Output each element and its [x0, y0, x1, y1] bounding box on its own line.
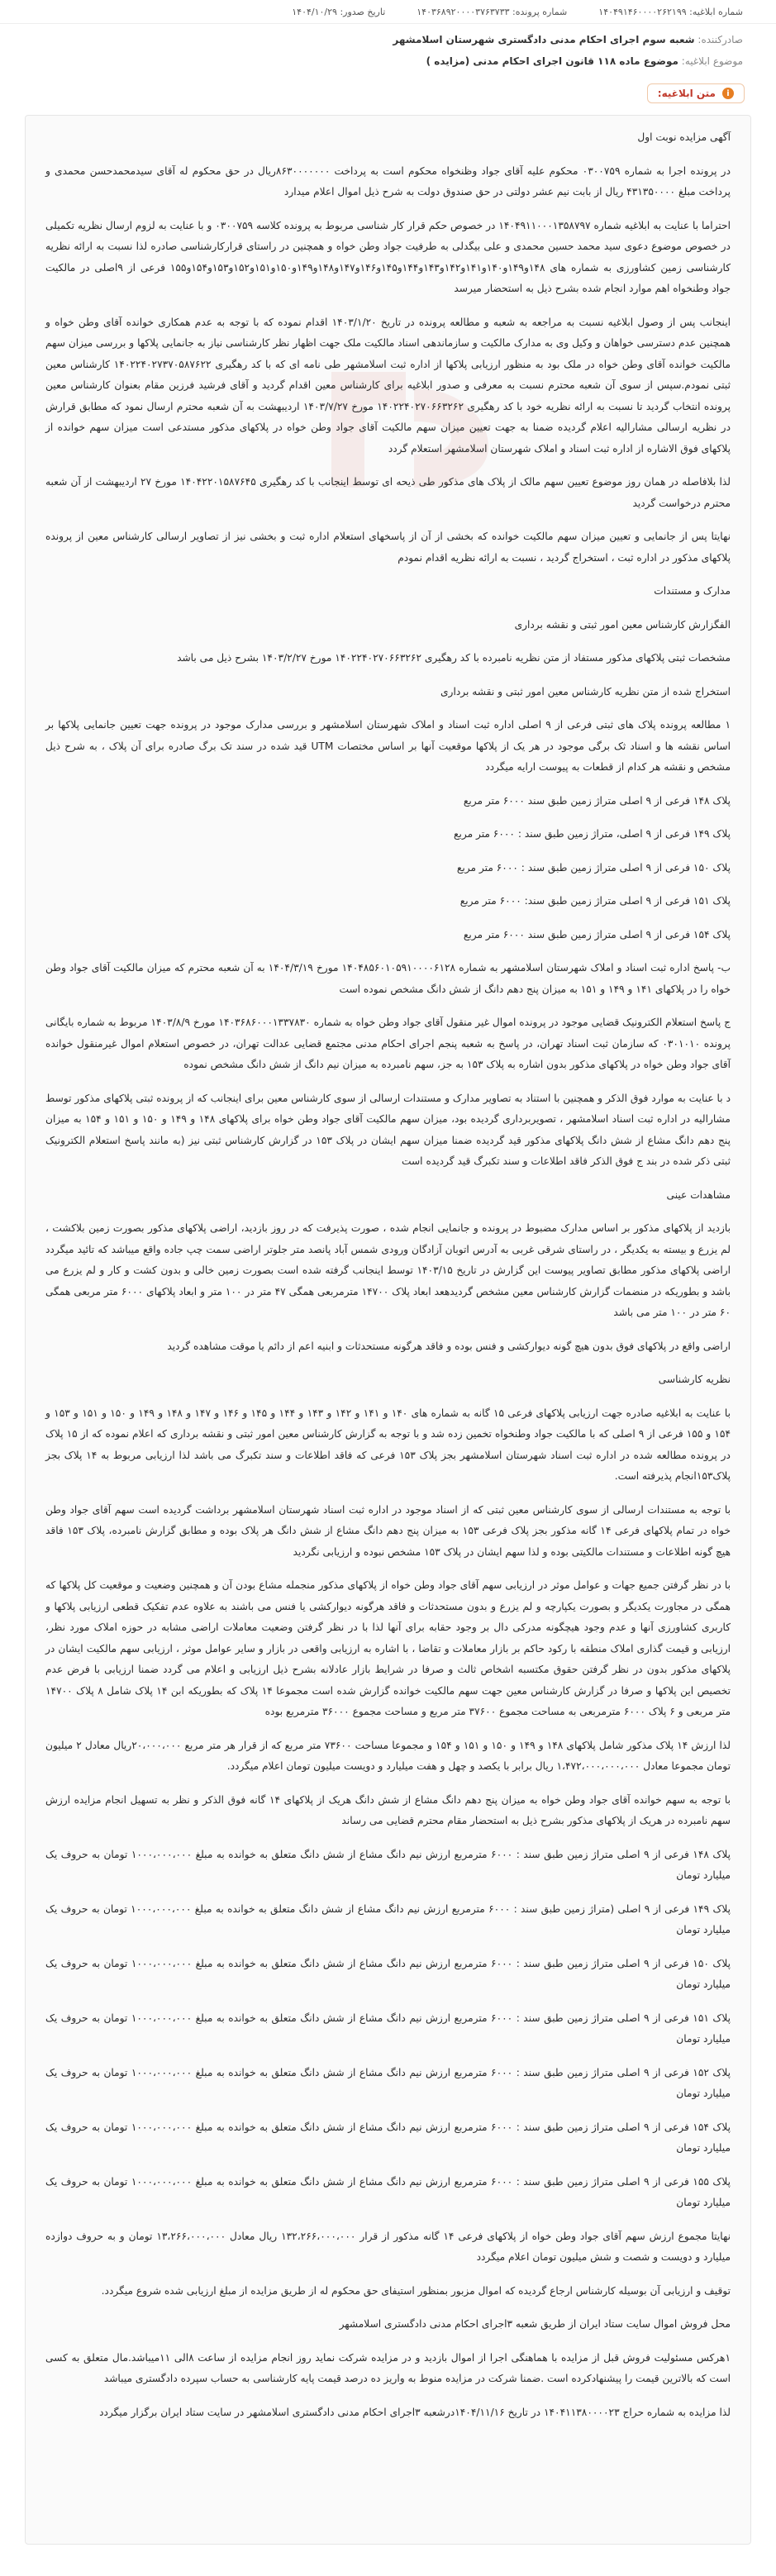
- body-paragraph: اینجانب پس از وصول ابلاغیه نسبت به مراجعه به شعبه و مطالعه پرونده در تاریخ ۱۴۰۳/۱/۲۰ اقدام نموده که با توجه به عدم همکاری خوانده آقای وطن خواه و همچنین عدم دسترسی خواهان و وکیل وی به مدارک مالکیت و سازماندهی اسناد مالکیت ملک جهت اظهار نظر کارشناسی نیاز به جانمایی پلاکها و بررسی میزان سهم مالکیت خوانده آقای وطن خواه در ملک بود به منظور ارزیابی پلاکها از اداره ثبت اسلامشهر طی نامه ای که با کد رهگیری ۱۴۰۲۲۴۰۲۷۳۷۰۵۸۷۶۲۲ کارشناس معین ثبتی نمودم.سپس از سوی آن شعبه محترم نسبت به معرفی و صدور ابلاغیه برای کارشناس معین اقدام گردید و آقای فرشید فرزین مقام بعنوان کارشناس معین پرونده انتخاب گردید تا نسبت به ارائه نظریه خود با کد رهگیری ۱۴۰۲۲۴۰۲۷۰۶۶۳۲۶۲ مورخ ۱۴۰۳/۷/۲۷ اردیبهشت به آن شعبه محترم ارسال نمود که مطابق قرارش در نظریه ارسالی مشارالیه اعلام گردیده ضمنا به جهت تعیین میزان سهم مالکیت آقای جواد وطن خواه در پلاکهای مذکور مستدعی است میزان سهم خوانده از پلاکهای فوق الاشاره از اداره ثبت اسناد و املاک شهرستان اسلامشهر استعلام گردد: [45, 316, 731, 455]
- subject-label: موضوع ابلاغیه:: [681, 55, 743, 67]
- issuer-row: [33, 29, 743, 50]
- body-paragraph: ۱هرکس مسئولیت فروش قبل از مزایده با هماهنگی اجرا از اموال بازدید و در مزایده شرکت نماید روز انجام مزایده از ساعت ۸الی ۱۱میباشد.مال متعلق به کسی است که بالاترین قیمت را پیشنهادکرده است .ضمنا شرکت در مزایده منوط به واریز ده درصد قیمت پایه کارشناسی به حساب سپرده دادگستری میباشد: [45, 2351, 731, 2384]
- body-paragraph: پلاک ۱۵۴ فرعی از ۹ اصلی متراژ زمین طبق سند ۶۰۰۰ متر مربع: [463, 928, 731, 940]
- issuer-value: شعبه سوم اجرای احکام مدنی دادگستری شهرستان اسلامشهر: [393, 34, 695, 45]
- body-paragraph: پلاک ۱۴۹ فرعی از ۹ اصلی (متراژ زمین طبق سند : ۶۰۰۰ مترمربع ارزش نیم دانگ مشاع از شش دانگ متعلق به خوانده به مبلغ ۱۰۰۰،۰۰۰،۰۰۰ تومان به حروف یک میلیارد تومان: [45, 1902, 731, 1936]
- body-paragraph: احتراما با عنایت به ابلاغیه شماره ۱۴۰۴۹۱۱۰۰۰۱۳۵۸۷۹۷ در خصوص حکم قرار کار شناسی مربوط به پرونده کلاسه ۰۳۰۰۷۵۹ و با عنایت به لزوم ارسال نظریه تکمیلی در خصوص موضوع دعوی سید محمد حسین محمدی و علی بیگدلی به طرفیت جواد وطن خواه و همچنین در راستای قرارکارشناسی صادره لذا نسبت به ارائه نظریه کارشناسی زمین کشاورزی به شماره های ۱۴۸و۱۴۹و۱۴۰و۱۴۱و۱۴۲و۱۴۳و۱۴۴و۱۴۵و۱۴۶و۱۴۷و۱۴۸و۱۴۹و۱۵۰و۱۵۱و۱۵۲و۱۵۳و۱۵۴و۱۵۵ فرعی از ۹اصلی در مالکیت جواد وطنخواه اهم موارد انجام شده بشرح ذیل به استحضار میرسد: [45, 219, 731, 294]
- announcement-number: [598, 7, 743, 17]
- issuer-label: صادرکننده:: [697, 34, 743, 45]
- announcement-number-label: شماره ابلاغیه:: [689, 6, 743, 17]
- body-paragraph: نهایتا مجموع ارزش سهم آقای جواد وطن خواه از پلاکهای فرعی ۱۴ گانه مذکور از قرار ۱۳۲،۲۶۶،۰۰۰،۰۰۰ ریال معادل ۱۳،۲۶۶،۰۰۰،۰۰۰ تومان و به حروف دوازده میلیارد و دویست و شصت و شش میلیون تومان اعلام میگردد: [45, 2230, 731, 2263]
- body-paragraph: پلاک ۱۵۱ فرعی از ۹ اصلی متراژ زمین طبق سند: ۶۰۰۰ متر مربع: [459, 895, 731, 907]
- paragraph-list: [45, 127, 731, 2423]
- body-paragraph: با توجه به سهم خوانده آقای جواد وطن خواه به میزان پنج دهم دانگ مشاع از شش دانگ هریک از پلاکهای ۱۴ گانه فوق الذکر و نظر به تسهیل انجام مزایده ارزش سهم نامبرده در هریک از پلاکهای مذکور بشرح ذیل به استحضار مقام محترم قضایی می رساند: [45, 1793, 731, 1826]
- body-paragraph: الفگزارش کارشناس معین امور ثبتی و نقشه برداری: [514, 618, 731, 631]
- body-paragraph: نهایتا پس از جانمایی و تعیین میزان سهم مالکیت خوانده که بخشی از آن از پاسخهای استعلام اداره ثبت و بخشی نیز از تصاویر ارسالی کارشناس معین از پرونده پلاکهای مذکور در اداره ثبت ، استخراج گردید ، نسبت به ارائه نظریه اقدام نمودم: [45, 531, 731, 564]
- body-paragraph: بازدید از پلاکهای مذکور بر اساس مدارک مضبوط در پرونده و جانمایی انجام شده ، صورت پذیرفت که در روز بازدید، اراضی پلاکهای مذکور بصورت زمین بلاکشت ، لم یزرع و بیسته به یکدیگر ، در راستای شرقی غربی به آدرس اتوبان آزادگان ورودی شمس آباد پانصد متر جلوتر اراضی سمت چپ جاده واقع میباشد که تائید میگردد اراضی پلاکهای مذکور مطابق تصاویر پیوست این گزارش در تاریخ ۱۴۰۳/۱۵ توسط اینجانب گرفته شده است بصورت زمین خالی و بدون کشت و کار و لم یزرع می باشد و بطوریکه در منضمات گزارش کارشناس معین مشخص گردیدهعد ابعاد پلاک ۱۴۷۰۰ مترمربعی همگی ۴۷ متر در ۱۰۰ متر و ابعاد پلاکهای ۶۰۰۰ متر مربعی همگی ۶۰ متر در ۱۰۰ متر می باشد: [45, 1222, 731, 1318]
- body-paragraph: مشخصات ثبتی پلاکهای مذکور مستفاد از متن نظریه نامبرده با کد رهگیری ۱۴۰۲۲۴۰۲۷۰۶۶۳۲۶۲ مورخ ۱۴۰۳/۲/۲۷ بشرح ذیل می باشد: [177, 652, 731, 664]
- body-paragraph: ج پاسخ استعلام الکترونیک قضایی موجود در پرونده اموال غیر منقول آقای جواد وطن خواه به شماره ۱۴۰۳۶۸۶۰۰۰۱۳۳۷۸۳۰ مورخ ۱۴۰۳/۸/۹ مربوط به شماره بایگانی پرونده ۰۳۰۱۰۱۰ که سازمان ثبت اسناد تهران، در پاسخ به شعبه پنجم اجرای احکام مدنی مجتمع قضایی عدالت تهران، در خصوص استعلام اموال غیرمنقول خوانده آقای جواد وطن خواه در پلاکهای مذکور بدون اشاره به پلاک ۱۵۳ به جز، سهم نامبرده به میزان نیم دانگ از شش دانگ مشخص نموده: [45, 1017, 731, 1070]
- announcement-body: [25, 115, 751, 2545]
- body-paragraph: مشاهدات عینی: [666, 1188, 731, 1201]
- body-paragraph: لذا بلافاصله در همان روز موضوع تعیین سهم مالک از پلاک های مذکور طی ذیحه ای توسط اینجانب با کد رهگیری ۱۴۰۴۲۲۰۱۵۸۷۶۴۵ مورخ ۲۷ اردیبهشت از آن شعبه محترم درخواست گردید: [45, 476, 731, 509]
- section-title: متن ابلاغیه:: [657, 88, 716, 99]
- body-paragraph: ۱ مطالعه پرونده پلاک های ثبتی فرعی از ۹ اصلی اداره ثبت اسناد و املاک شهرستان اسلامشهر و بررسی مدارک موجود در پرونده جهت تعیین جانمایی پلاکها بر اساس نقشه ها و اسناد ثک برگی موجود در هر یک از پلاکها موقعیت آنها بر اساس مختصات UTM قید شده در سند تک برگ صادره برای آن پلاک ، به شرح ذیل مشخص و نقشه هر کدام از قطعات به پیوست ارایه میگردد: [45, 719, 731, 773]
- body-paragraph: پلاک ۱۴۸ فرعی از ۹ اصلی متراژ زمین طبق سند : ۶۰۰۰ مترمربع ارزش نیم دانگ مشاع از شش دانگ متعلق به خوانده به مبلغ ۱۰۰۰،۰۰۰،۰۰۰ تومان به حروف یک میلیارد تومان: [45, 1848, 731, 1881]
- case-number-label: شماره پرونده:: [512, 6, 568, 17]
- body-paragraph: پلاک ۱۵۵ فرعی از ۹ اصلی متراژ زمین طبق سند : ۶۰۰۰ مترمربع ارزش نیم دانگ مشاع از شش دانگ متعلق به خوانده به مبلغ ۱۰۰۰،۰۰۰،۰۰۰ تومان به حروف یک میلیارد تومان: [45, 2175, 731, 2208]
- body-paragraph: توقیف و ارزیابی آن بوسیله کارشناس ارجاع گردیده که اموال مزبور بمنظور استیفای حق محکوم له از طریق مزایده از مبلغ ارزیابی شده شروع میگردد.: [101, 2284, 731, 2297]
- section-title-pill: [647, 83, 745, 103]
- body-paragraph: با در نظر گرفتن جمیع جهات و عوامل موثر در ارزیابی سهم آقای جواد وطن خواه از پلاکهای مذکور منجمله مشاع بودن آن و همچنین وضعیت و موقعیت کل پلاکها که همگی در مجاورت یکدیگر و بصورت یکپارچه و لم یزرع و بدون مستحدثات و فاقد هرگونه دیوارکشی یا فنس می باشند به علاوه عدم تفکیک قطعی ارزیابی پلاکها و کاربری کشاورزی آنها و عدم وجود هیچگونه مدرکی دال بر وجود حقابه برای آنها لذا با در نظر گرفتن وضعیت معاملات اراضی مشابه در حوزه املاک مورد نظر، ارزیابی و قیمت گذاری املاک منطقه با رکود حاکم بر بازار معاملات و تقاضا ، با اشاره به ارزیابی واقعی در بازار و سایر عوامل موثر ، ارزیابی سهم مالکیت ایشان در پلاکهای مذکور بدون در نظر گرفتن حقوق مکتسبه اشخاص ثالث و صرفا در شرایط بازار عادلانه بشرح ذیل ارزیابی و اعلام می گردد ضمنا ارزیابی با فرض عدم تخصیص این پلاکها و صرفا در گزارش کارشناس معین جهت سهم مالکیت خوانده گزارش شده است مجموعا ۱۴ پلاک که بطوریکه ابن ۱۴ پلاک شامل ۸ پلاک ۱۴۷۰۰ متر مربعی و ۶ پلاک ۶۰۰۰ مترمربعی به مساحت مجموع ۳۷۶۰۰ متر مربع و مساحت مجموع ۳۶۰۰۰ مترمربع بوده: [45, 1579, 731, 1717]
- announcement-number-value: ۱۴۰۴۹۱۴۶۰۰۰۰۲۶۲۱۹۹: [598, 6, 687, 17]
- case-number-value: ۱۴۰۳۶۸۹۲۰۰۰۰۳۷۶۳۷۳۳: [417, 6, 510, 17]
- body-paragraph: محل فروش اموال سایت ستاد ایران از طریق شعبه ۳اجرای احکام مدنی دادگستری اسلامشهر: [339, 2318, 731, 2330]
- body-paragraph: لذا ارزش ۱۴ پلاک مذکور شامل پلاکهای ۱۴۸ و ۱۴۹ و ۱۵۰ و ۱۵۱ و ۱۵۴ و مجموعا مساحت ۷۳۶۰۰ متر مربع که از قرار هر متر مربع ۲۰،۰۰۰،۰۰۰ریال معادل ۲ میلیون تومان مجموعا معادل ۱،۴۷۲،۰۰۰،۰۰۰،۰۰۰ ریال برابر با یکصد و چهل و هفت میلیارد و دویست میلیون تومان اعلام میگردد.: [45, 1739, 731, 1772]
- body-paragraph: نظریه کارشناسی: [658, 1374, 731, 1385]
- meta-bar: [0, 0, 776, 24]
- body-paragraph: استخراج شده از متن نظریه کارشناس معین امور ثبتی و نقشه برداری: [440, 685, 731, 698]
- issue-date-label: تاریخ صدور:: [340, 6, 386, 17]
- body-paragraph: لذا مزایده به شماره حراج ۱۴۰۴۱۱۳۸۰۰۰۰۲۳ در تاریخ ۱۴۰۴/۱۱/۱۶درشعبه ۳اجرای احکام مدنی دادگستری اسلامشهر در سایت ستاد ایران برگزار میگردد: [99, 2406, 731, 2418]
- body-paragraph: آگهی مزایده نوبت اول: [637, 131, 731, 143]
- case-number: [417, 7, 567, 17]
- body-paragraph: در پرونده اجرا به شماره ۰۳۰۰۷۵۹ محکوم علیه آقای جواد وظنخواه محکوم است به پرداخت ۸۶۳۰۰۰۰۰۰۰ریال در حق محکوم له آقای سیدمحمدحسن محمدی و پرداخت مبلغ ۴۳۱۳۵۰۰۰۰ ریال از بابت نیم عشر دولتی در حق صندوق دولت به شرح ذیل اموال اعلام میدارد: [45, 164, 731, 198]
- issue-date-value: ۱۴۰۴/۱۰/۲۹: [292, 6, 337, 17]
- body-paragraph: د با عنایت به موارد فوق الذکر و همچنین با استناد به تصاویر مدارک و مستندات ارسالی از سوی کارشناس معین برای اینجانب که از پرونده ثبتی پلاکهای مذکور توسط مشارالیه در اداره ثبت اسناد اسلامشهر ، تصویربرداری گردیده بود، میزان سهم مالکیت آقای جواد وطن خواه برای پلاکهای ۱۴۸ و ۱۴۹ و ۱۵۰ و ۱۵۱ و ۱۵۴ به میزان پنج دهم دانگ مشاع از شش دانگ پلاکهای مذکور قید گردیده ضمنا میزان سهم ایشان در پلاک ۱۵۳ در گزارش کارشناس ثبتی نیز (به مانند پاسخ استعلام الکترونیک ثبتی ذکر شده در بند ج فوق الذکر فاقد اطلاعات و سند تکبرگ قید گردیده است: [45, 1092, 731, 1167]
- info-icon: i: [722, 88, 734, 99]
- subject-value: موضوع ماده ۱۱۸ قانون اجرای احکام مدنی (مزایده ): [426, 55, 678, 67]
- body-paragraph: با عنایت به ابلاغیه صادره جهت ارزیابی پلاکهای فرعی ۱۵ گانه به شماره های ۱۴۰ و ۱۴۱ و ۱۴۲ و ۱۴۳ و ۱۴۴ و ۱۴۵ و ۱۴۶ و ۱۴۷ و ۱۴۸ و ۱۴۹ و ۱۵۰ و ۱۵۱ و ۱۵۳ و ۱۵۴ و ۱۵۵ فرعی از ۹ اصلی که با مالکیت جواد وطنخواه تخمین زده شد و با توجه به گزارش کارشناس معین امور ثبتی و نقشه برداری که اعلام نموده که از ۱۵ پلاک در پرونده مطالعه شده در اداره ثبت اسناد شهرستان اسلامشهر بجز پلاک ۱۵۳ فرعی که فاقد اطلاعات و سند تکبرگ می باشد لذا ارزیابی مربوط به ۱۴ پلاک بجز پلاک۱۵۳انجام پذیرفته است.: [45, 1407, 731, 1482]
- body-paragraph: پلاک ۱۴۹ فرعی از ۹ اصلی، متراژ زمین طبق سند : ۶۰۰۰ متر مربع: [453, 828, 731, 840]
- body-paragraph: پلاک ۱۵۰ فرعی از ۹ اصلی متراژ زمین طبق سند : ۶۰۰۰ مترمربع ارزش نیم دانگ مشاع از شش دانگ متعلق به خوانده به مبلغ ۱۰۰۰،۰۰۰،۰۰۰ تومان به حروف یک میلیارد تومان: [45, 1957, 731, 1990]
- subject-row: [33, 50, 743, 72]
- issue-date: [292, 7, 385, 17]
- body-paragraph: پلاک ۱۵۴ فرعی از ۹ اصلی متراژ زمین طبق سند : ۶۰۰۰ مترمربع ارزش نیم دانگ مشاع از شش دانگ متعلق به خوانده به مبلغ ۱۰۰۰،۰۰۰،۰۰۰ تومان به حروف یک میلیارد تومان: [45, 2121, 731, 2154]
- body-paragraph: پلاک ۱۴۸ فرعی از ۹ اصلی متراژ زمین طبق سند ۶۰۰۰ متر مربع: [463, 794, 731, 807]
- body-paragraph: اراضی واقع در پلاکهای فوق بدون هیچ گونه دیوارکشی و فنس بوده و فاقد هرگونه مستحدثات و ابنیه اعم از دائم یا موقت مشاهده گردید: [167, 1340, 731, 1352]
- body-paragraph: با توجه به مستندات ارسالی از سوی کارشناس معین ثبتی که از اسناد موجود در اداره ثبت اسناد شهرستان اسلامشهر برداشت گردیده است سهم آقای جواد وطن خواه در تمام پلاکهای فرعی ۱۴ گانه مذکور بجز پلاک فرعی ۱۵۳ به میزان پنج دهم دانگ مشاع از شش دانگ هر پلاک بوده و مطابق گزارش نامبرده، پلاک ۱۵۳ فاقد هیچ گونه اطلاعات و مستندات مالکیتی بوده و لذا سهم ایشان در پلاک ۱۵۳ مشخص نبوده و ارزیابی نگردید: [45, 1503, 731, 1558]
- body-paragraph: پلاک ۱۵۱ فرعی از ۹ اصلی متراژ زمین طبق سند : ۶۰۰۰ مترمربع ارزش نیم دانگ مشاع از شش دانگ متعلق به خوانده به مبلغ ۱۰۰۰،۰۰۰،۰۰۰ تومان به حروف یک میلیارد تومان: [45, 2012, 731, 2045]
- body-paragraph: مدارک و مستندات: [654, 585, 731, 597]
- body-paragraph: پلاک ۱۵۰ فرعی از ۹ اصلی متراژ زمین طبق سند : ۶۰۰۰ متر مربع: [456, 861, 731, 874]
- header-rows: [0, 24, 776, 79]
- body-paragraph: پلاک ۱۵۲ فرعی از ۹ اصلی متراژ زمین طبق سند : ۶۰۰۰ مترمربع ارزش نیم دانگ مشاع از شش دانگ متعلق به خوانده به مبلغ ۱۰۰۰،۰۰۰،۰۰۰ تومان به حروف یک میلیارد تومان: [45, 2066, 731, 2099]
- body-paragraph: ب- پاسخ اداره ثبت اسناد و املاک شهرستان اسلامشهر به شماره ۱۴۰۴۸۵۶۰۱۰۵۹۱۰۰۰۰۶۱۲۸ مورخ ۱۴۰۴/۳/۱۹ به آن شعبه محترم که میزان مالکیت آقای جواد وطن خواه را در پلاکهای ۱۴۱ و ۱۴۹ و ۱۵۱ به میزان پنج دهم دانگ از شش دانگ مشخص نموده است: [45, 962, 731, 995]
